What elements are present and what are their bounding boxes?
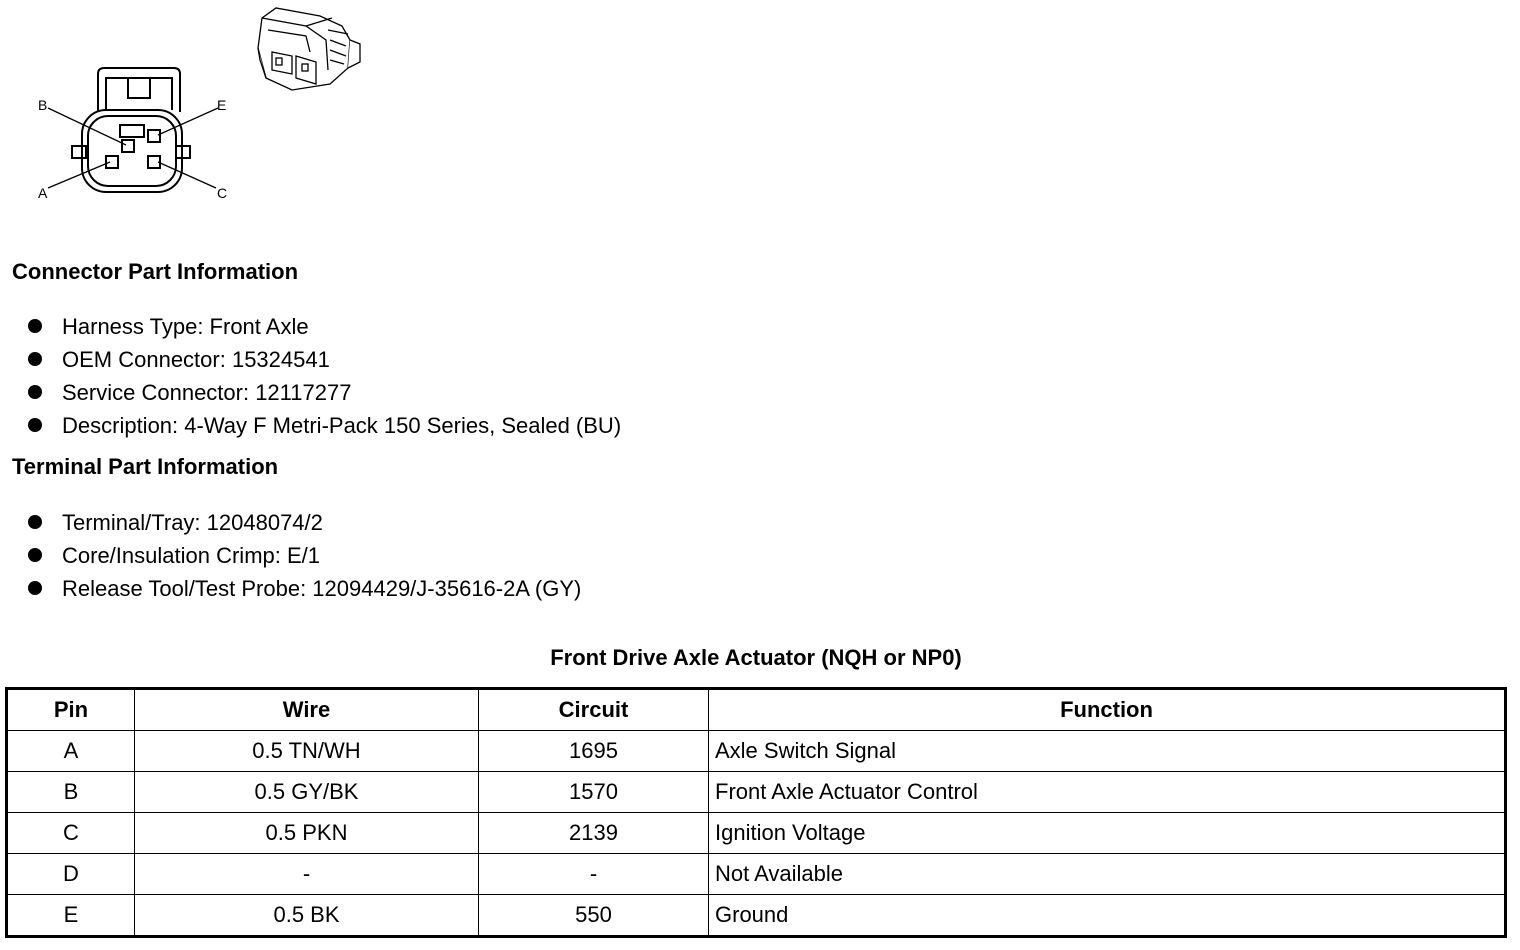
cell-circuit: - — [479, 854, 709, 895]
list-item — [28, 539, 581, 572]
connector-face-view — [72, 68, 190, 192]
cell-circuit: 550 — [479, 895, 709, 937]
list-item — [28, 376, 621, 409]
terminal-info-text: Terminal/Tray: 12048074/2 — [62, 510, 323, 535]
pin-label-b: B — [38, 97, 48, 113]
table-row — [7, 854, 1506, 895]
pin-label-e: E — [217, 97, 227, 113]
table-row — [7, 813, 1506, 854]
cell-function: Front Axle Actuator Control — [709, 772, 1506, 813]
connector-info-text: Harness Type: Front Axle — [62, 314, 309, 339]
pin-label-a: A — [38, 185, 48, 201]
bullet-icon — [28, 385, 42, 399]
terminal-info-heading: Terminal Part Information — [12, 454, 279, 479]
cell-wire: 0.5 BK — [135, 895, 479, 937]
header-wire: Wire — [135, 689, 479, 731]
terminal-info-list — [28, 506, 581, 605]
header-pin: Pin — [7, 689, 135, 731]
bullet-icon — [28, 515, 42, 529]
cell-function: Not Available — [709, 854, 1506, 895]
bullet-icon — [28, 548, 42, 562]
cell-pin: B — [7, 772, 135, 813]
list-item — [28, 310, 621, 343]
cell-wire: 0.5 GY/BK — [135, 772, 479, 813]
list-item — [28, 572, 581, 605]
connector-info-list — [28, 310, 621, 442]
cell-pin: C — [7, 813, 135, 854]
bullet-icon — [28, 352, 42, 366]
table-row — [7, 895, 1506, 937]
cell-circuit: 1695 — [479, 731, 709, 772]
cell-pin: E — [7, 895, 135, 937]
table-title: Front Drive Axle Actuator (NQH or NP0) — [550, 645, 962, 670]
cell-pin: D — [7, 854, 135, 895]
bullet-icon — [28, 581, 42, 595]
header-function: Function — [709, 689, 1506, 731]
pinout-table — [5, 687, 1507, 938]
cell-function: Ground — [709, 895, 1506, 937]
connector-face-diagram — [30, 0, 380, 215]
cell-circuit: 1570 — [479, 772, 709, 813]
header-circuit: Circuit — [479, 689, 709, 731]
pin-label-c: C — [217, 185, 228, 201]
table-row — [7, 731, 1506, 772]
cell-wire: 0.5 PKN — [135, 813, 479, 854]
cell-pin: A — [7, 731, 135, 772]
connector-3d-view — [258, 8, 360, 90]
terminal-info-text: Release Tool/Test Probe: 12094429/J-35616-2A (GY) — [62, 576, 582, 601]
connector-info-heading: Connector Part Information — [12, 259, 299, 284]
cell-wire: - — [135, 854, 479, 895]
list-item — [28, 409, 621, 442]
terminal-info-text: Core/Insulation Crimp: E/1 — [62, 543, 320, 568]
connector-info-text: OEM Connector: 15324541 — [62, 347, 330, 372]
bullet-icon — [28, 418, 42, 432]
cell-circuit: 2139 — [479, 813, 709, 854]
table-row — [7, 772, 1506, 813]
list-item — [28, 506, 581, 539]
table-header-row — [7, 689, 1506, 731]
list-item — [28, 343, 621, 376]
cell-wire: 0.5 TN/WH — [135, 731, 479, 772]
bullet-icon — [28, 319, 42, 333]
cell-function: Axle Switch Signal — [709, 731, 1506, 772]
connector-info-text: Description: 4-Way F Metri-Pack 150 Series, Sealed (BU) — [62, 413, 622, 438]
connector-info-text: Service Connector: 12117277 — [62, 380, 352, 405]
cell-function: Ignition Voltage — [709, 813, 1506, 854]
